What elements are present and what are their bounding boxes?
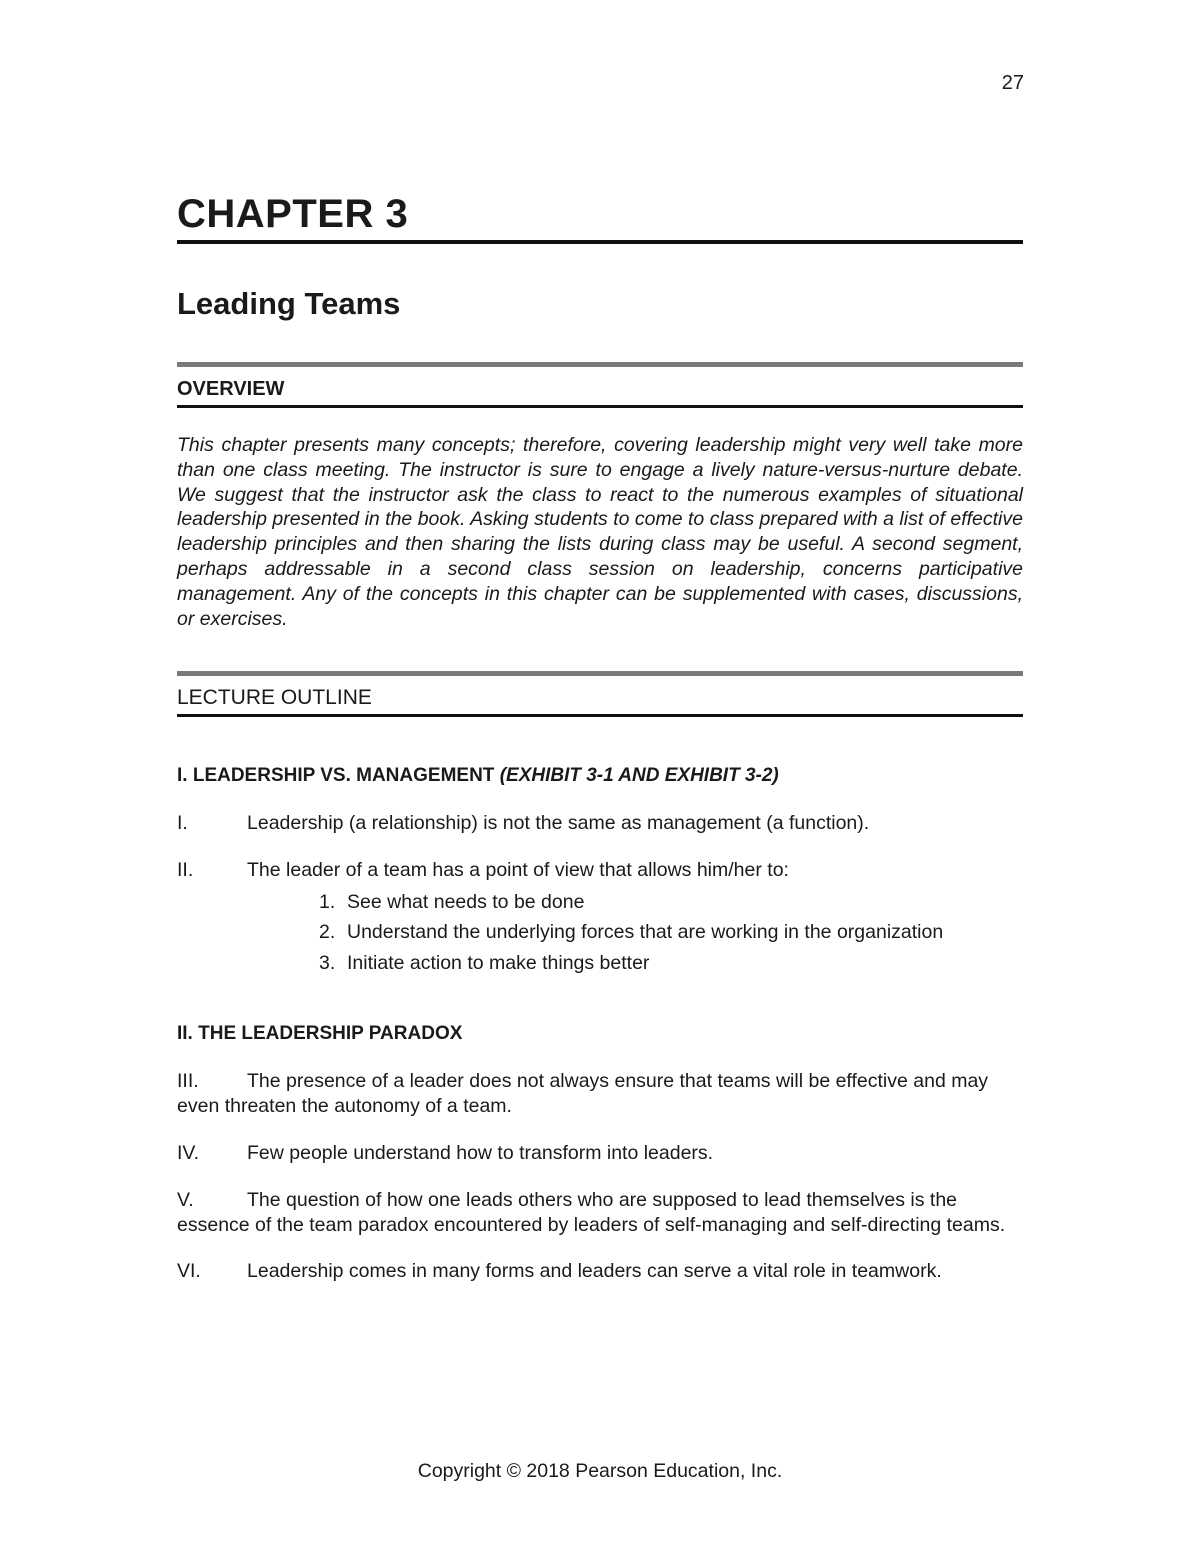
chapter-subtitle: Leading Teams	[177, 286, 401, 321]
sub-list-item-number: 3.	[319, 951, 336, 974]
outline-bottom-rule	[177, 714, 1023, 717]
outline-item	[177, 858, 1023, 883]
outline-item-text: Leadership comes in many forms and leaders can serve a vital role in teamwork.	[247, 1260, 942, 1283]
sub-list-item	[319, 890, 1023, 915]
sub-list-item-text: Understand the underlying forces that are working in the organization	[347, 921, 944, 944]
lecture-outline-heading: LECTURE OUTLINE	[177, 686, 372, 710]
overview-top-rule	[177, 362, 1023, 367]
sub-list-item-text: Initiate action to make things better	[347, 951, 650, 974]
section-heading-2: II. THE LEADERSHIP PARADOX	[177, 1023, 463, 1045]
outline-item-number: IV.	[177, 1141, 200, 1164]
sub-list-item-text: See what needs to be done	[347, 890, 585, 913]
section-heading-1-exhibit: (EXHIBIT 3-1 AND EXHIBIT 3-2)	[499, 765, 779, 787]
outline-item	[177, 1141, 1023, 1166]
chapter-title: CHAPTER 3	[177, 192, 409, 236]
outline-item	[177, 1188, 1023, 1238]
outline-item	[177, 1259, 1023, 1284]
outline-item-number: VI.	[177, 1260, 201, 1283]
section-heading-1-text: I. LEADERSHIP VS. MANAGEMENT	[177, 765, 500, 787]
overview-text: This chapter presents many concepts; therefore, covering leadership might very well take more than one class meeting. The instructor is sure to engage a lively nature-versus-nurture debate. We suggest that the instructor ask the class to react to the numerous examples of situational leadership presented in the book. Asking students to come to class prepared with a list of effective leadership principles and then sharing the lists during class may be useful. A second segment, perhaps addressable in a second class session on leadership, concerns participative management. Any of the concepts in this chapter can be supplemented with cases, discussions, or exercises.	[177, 434, 1023, 630]
overview-heading: OVERVIEW	[177, 378, 285, 400]
outline-item-number: III.	[177, 1070, 199, 1093]
outline-item-number: I.	[177, 812, 188, 835]
numbered-sub-list	[319, 890, 1023, 975]
outline-item-text: The leader of a team has a point of view that allows him/her to:	[247, 859, 789, 882]
copyright-footer: Copyright © 2018 Pearson Education, Inc.	[417, 1460, 783, 1482]
outline-item	[177, 811, 1023, 836]
overview-bottom-rule	[177, 405, 1023, 408]
outline-item-number: V.	[177, 1188, 194, 1211]
chapter-title-rule	[177, 240, 1023, 244]
outline-item-text: Few people understand how to transform into leaders.	[247, 1141, 714, 1164]
sub-list-item	[319, 920, 1023, 945]
sub-list-item-number: 1.	[319, 890, 336, 913]
outline-item-text: The question of how one leads others who are supposed to lead themselves is the essence of the team paradox encountered by leaders of self-managing and self-directing teams.	[177, 1188, 1006, 1236]
outline-item-number: II.	[177, 859, 194, 882]
outline-item-text: The presence of a leader does not always ensure that teams will be effective and may even threaten the autonomy of a team.	[177, 1070, 989, 1118]
outline-item-text: Leadership (a relationship) is not the same as management (a function).	[247, 812, 870, 835]
sub-list-item	[319, 951, 1023, 976]
outline-top-rule	[177, 671, 1023, 676]
page-number: 27	[1001, 72, 1024, 94]
section-heading-1	[177, 763, 1023, 789]
page-content	[177, 190, 1023, 1284]
sub-list-item-number: 2.	[319, 921, 336, 944]
outline-item	[177, 1069, 1023, 1119]
